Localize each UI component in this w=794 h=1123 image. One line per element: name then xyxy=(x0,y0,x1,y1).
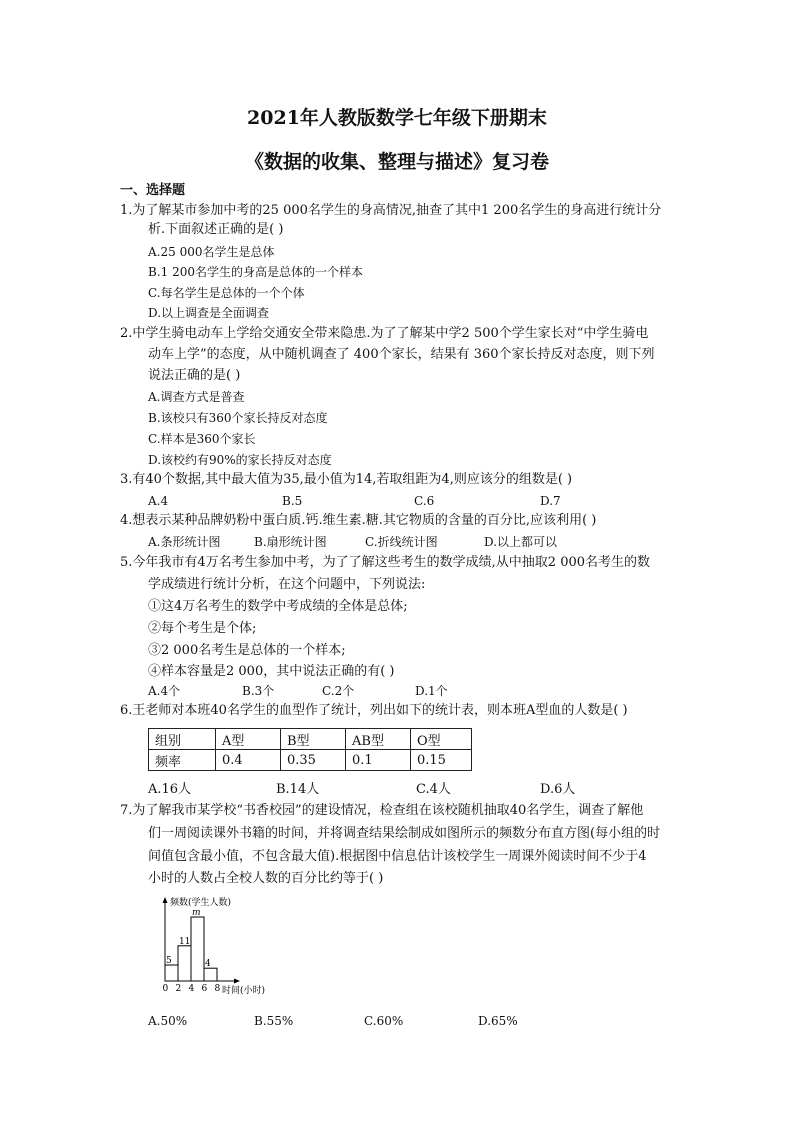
question-2-text: 2.中学生骑电动车上学给交通安全带来隐患.为了了解某中学2 500个学生家长对“中学生骑电 xyxy=(120,326,649,341)
y-axis-label: 频数(学生人数) xyxy=(170,898,232,908)
x-axis-arrow xyxy=(234,979,240,984)
table-cell: B型 xyxy=(281,729,346,750)
page-subtitle: 《数据的收集、整理与描述》复习卷 xyxy=(244,151,549,173)
q5-statement-4: ④样本容量是2 000，其中说法正确的有( ) xyxy=(148,664,395,679)
question-7-text-4: 小时的人数占全校人数的百分比约等于( ) xyxy=(148,871,384,886)
bar-value-label: 4 xyxy=(205,959,211,970)
q5-option-c: C.2个 xyxy=(322,684,355,698)
q7-option-c: C.60% xyxy=(364,1014,404,1028)
question-2-text-3: 说法正确的是( ) xyxy=(148,368,241,383)
question-4-text: 4.想表示某种品牌奶粉中蛋白质.钙.维生素.糖.其它物质的含量的百分比,应该利用( ) xyxy=(120,513,597,528)
page-title: 2021年人教版数学七年级下册期末 xyxy=(247,107,547,129)
histogram-bar xyxy=(191,917,204,981)
y-axis-arrow xyxy=(163,897,168,903)
histogram-chart xyxy=(150,893,290,1003)
table-cell: 组别 xyxy=(149,729,216,750)
q5-statement-1: ①这4万名考生的数学中考成绩的全体是总体; xyxy=(148,599,408,614)
x-tick-label: 6 xyxy=(201,984,208,994)
q3-option-d: D.7 xyxy=(540,494,561,508)
q7-option-b: B.55% xyxy=(254,1014,294,1028)
q7-option-a: A.50% xyxy=(148,1014,188,1028)
q4-option-b: B.扇形统计图 xyxy=(254,535,327,549)
question-6-text: 6.王老师对本班40名学生的血型作了统计，列出如下的统计表，则本班A型血的人数是( ) xyxy=(120,703,628,718)
q3-option-b: B.5 xyxy=(282,494,303,508)
q6-option-a: A.16人 xyxy=(148,782,192,797)
q1-option-d: D.以上调查是全面调查 xyxy=(148,306,270,320)
q5-option-a: A.4个 xyxy=(148,684,181,698)
histogram-bar xyxy=(165,965,178,981)
blood-type-table xyxy=(148,728,472,771)
bar-value-label: 5 xyxy=(166,956,172,966)
x-tick-label: 4 xyxy=(188,984,195,994)
q5-statement-3: ③2 000名考生是总体的一个样本; xyxy=(148,643,346,658)
section-heading: 一、选择题 xyxy=(120,183,186,198)
histogram-bar xyxy=(204,968,217,981)
table-cell: O型 xyxy=(411,729,472,750)
table-cell: 0.4 xyxy=(216,750,281,771)
q5-option-d: D.1个 xyxy=(415,684,448,698)
question-5-text-2: 学成绩进行统计分析，在这个问题中，下列说法: xyxy=(148,577,426,592)
q1-option-b: B.1 200名学生的身高是总体的一个样本 xyxy=(148,265,363,279)
q3-option-c: C.6 xyxy=(414,494,435,508)
table-row xyxy=(149,750,472,771)
table-cell: 频率 xyxy=(149,750,216,771)
q1-option-c: C.每名学生是总体的一个个体 xyxy=(148,286,305,300)
q2-option-c: C.样本是360个家长 xyxy=(148,432,256,446)
x-tick-label: 8 xyxy=(214,984,221,994)
bar-value-label: 11 xyxy=(179,936,191,947)
q2-option-d: D.该校约有90%的家长持反对态度 xyxy=(148,453,332,467)
question-5-text: 5.今年我市有4万名考生参加中考，为了了解这些考生的数学成绩,从中抽取2 000名考生的数 xyxy=(120,555,651,570)
q7-option-d: D.65% xyxy=(478,1014,518,1028)
question-7-text-3: 间值包含最小值，不包含最大值).根据图中信息估计该校学生一周课外阅读时间不少于4 xyxy=(148,849,647,864)
table-cell: 0.15 xyxy=(411,750,472,771)
table-cell: 0.35 xyxy=(281,750,346,771)
q6-option-c: C.4人 xyxy=(416,782,451,797)
histogram-bar xyxy=(178,946,191,981)
question-1-text-2: 析.下面叙述正确的是( ) xyxy=(148,222,284,237)
table-row xyxy=(149,729,472,750)
question-3-text: 3.有40个数据,其中最大值为35,最小值为14,若取组距为4,则应该分的组数是( ) xyxy=(120,472,573,487)
table-cell: AB型 xyxy=(346,729,411,750)
q2-option-b: B.该校只有360个家长持反对态度 xyxy=(148,411,328,425)
question-2-text-2: 动车上学”的态度，从中随机调查了 400个家长，结果有 360个家长持反对态度，则下列 xyxy=(148,347,655,362)
q1-option-a: A.25 000名学生是总体 xyxy=(148,245,275,259)
x-axis-label: 时间(小时) xyxy=(222,986,266,996)
q2-option-a: A.调查方式是普查 xyxy=(148,390,245,404)
question-1-text: 1.为了解某市参加中考的25 000名学生的身高情况,抽查了其中1 200名学生的身高进行统计分 xyxy=(120,203,662,218)
q4-option-a: A.条形统计图 xyxy=(148,535,221,549)
table-cell: A型 xyxy=(216,729,281,750)
q6-option-d: D.6人 xyxy=(540,782,576,797)
bar-value-label: m xyxy=(192,908,201,918)
q4-option-d: D.以上都可以 xyxy=(484,535,558,549)
question-7-text: 7.为了解我市某学校“书香校园”的建设情况，检查组在该校随机抽取40名学生，调查了解他 xyxy=(120,803,644,818)
q4-option-c: C.折线统计图 xyxy=(365,535,438,549)
q5-statement-2: ②每个考生是个体; xyxy=(148,621,257,636)
q3-option-a: A.4 xyxy=(148,494,169,508)
q5-option-b: B.3个 xyxy=(242,684,275,698)
q6-option-b: B.14人 xyxy=(276,782,320,797)
x-tick-label: 2 xyxy=(175,984,182,994)
question-7-text-2: 们一周阅读课外书籍的时间，并将调查结果绘制成如图所示的频数分布直方图(每小组的时 xyxy=(148,826,661,841)
table-cell: 0.1 xyxy=(346,750,411,771)
x-tick-label: 0 xyxy=(162,984,169,994)
